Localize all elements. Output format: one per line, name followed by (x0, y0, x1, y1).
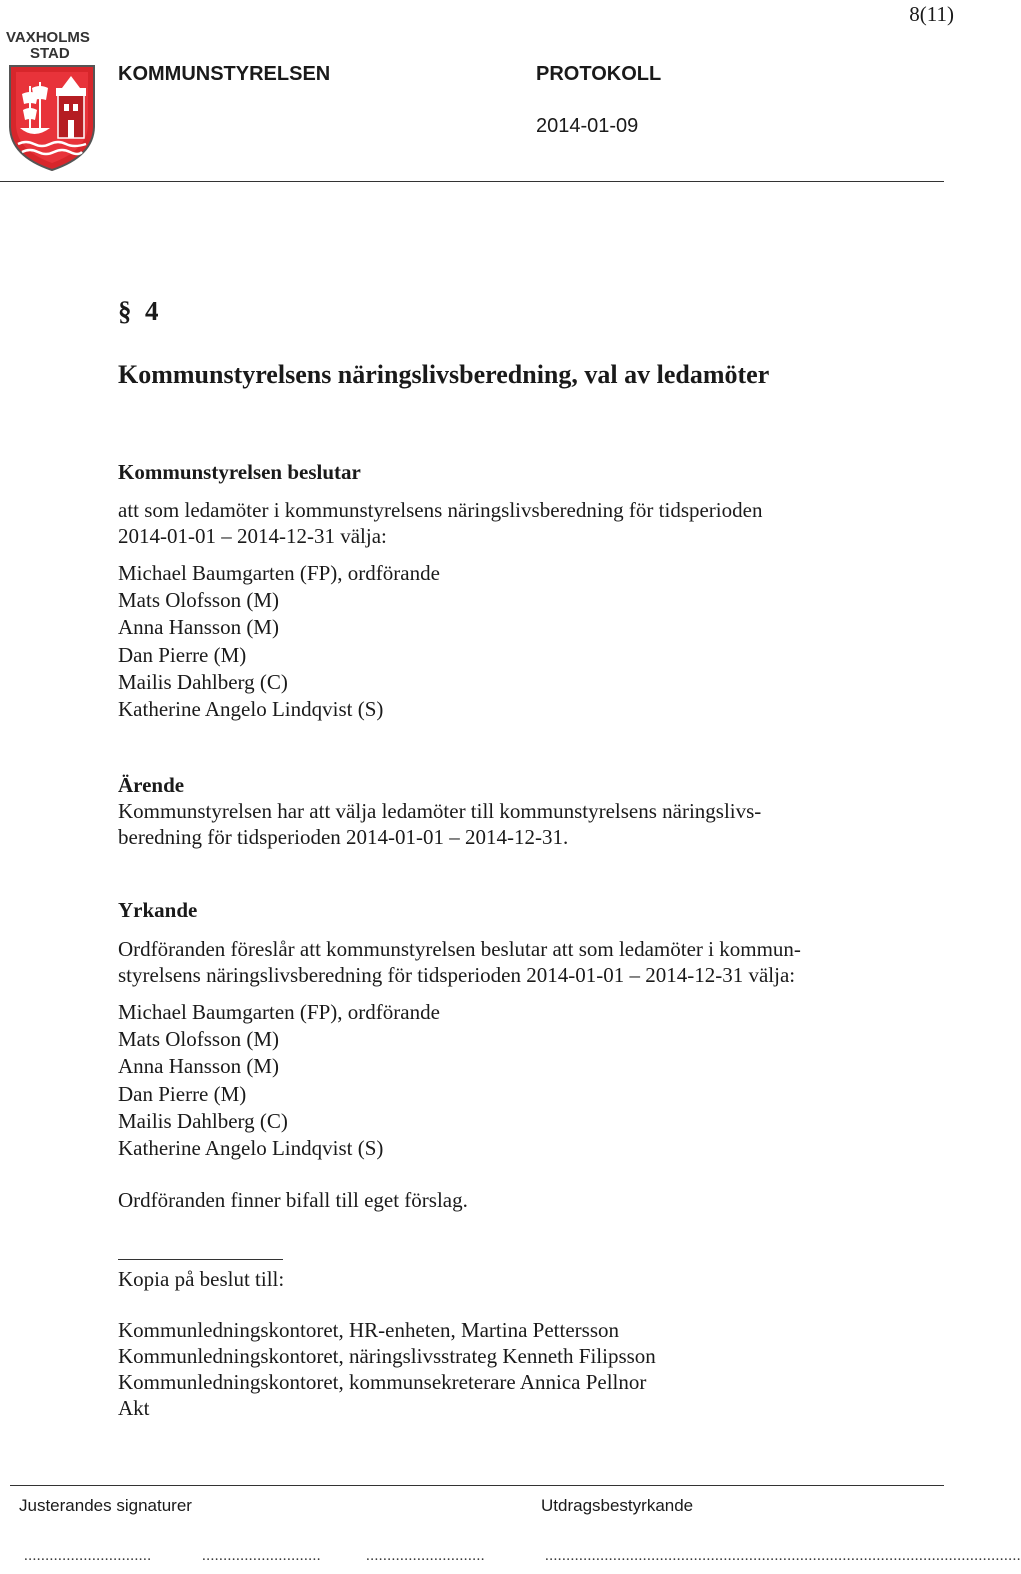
decision-intro-line: 2014-01-01 – 2014-12-31 välja: (118, 524, 387, 548)
page-number: 8(11) (909, 2, 954, 26)
motion-conclusion: Ordföranden finner bifall till eget förslag. (118, 1188, 468, 1212)
copy-divider (118, 1259, 283, 1260)
list-item: Kommunledningskontoret, kommunsekreterare Annica Pellnor (118, 1370, 647, 1394)
signature-line: ............................ (366, 1548, 485, 1564)
paragraph-symbol: § (118, 296, 132, 326)
list-item: Kommunledningskontoret, HR-enheten, Martina Pettersson (118, 1318, 619, 1342)
logo-text-line2: STAD (30, 45, 70, 62)
decision-members-list (118, 560, 440, 723)
list-item: Anna Hansson (M) (118, 1054, 279, 1079)
footer-divider (10, 1485, 944, 1486)
list-item: Anna Hansson (M) (118, 615, 279, 640)
list-item: Michael Baumgarten (FP), ordförande (118, 1000, 440, 1024)
signatures-label: Justerandes signaturer (19, 1496, 192, 1515)
matter-text (118, 798, 761, 850)
motion-text (118, 936, 801, 988)
decision-intro-line: att som ledamöter i kommunstyrelsens näringslivsberedning för tidsperioden (118, 498, 763, 522)
header-divider (0, 181, 944, 182)
motion-text-line: styrelsens näringslivsberedning för tidsperioden 2014-01-01 – 2014-12-31 välja: (118, 963, 796, 987)
list-item: Katherine Angelo Lindqvist (S) (118, 1136, 384, 1161)
section-number-value: 4 (145, 296, 159, 326)
matter-text-line: Kommunstyrelsen har att välja ledamöter till kommunstyrelsens näringslivs- (118, 799, 762, 823)
list-item: Akt (118, 1396, 150, 1420)
logo-text-line1: VAXHOLMS (6, 29, 90, 46)
list-item: Mats Olofsson (M) (118, 588, 279, 613)
coat-of-arms-icon (6, 64, 98, 174)
matter-heading: Ärende (118, 773, 185, 797)
motion-text-line: Ordföranden föreslår att kommunstyrelsen beslutar att som ledamöter i kommun- (118, 937, 801, 961)
municipality-logo (6, 30, 98, 172)
list-item: Dan Pierre (M) (118, 1081, 247, 1106)
list-item: Dan Pierre (M) (118, 642, 247, 667)
certification-label: Utdragsbestyrkande (541, 1496, 694, 1515)
motion-members-list (118, 999, 440, 1162)
list-item: Mailis Dahlberg (C) (118, 1108, 288, 1133)
decision-heading: Kommunstyrelsen beslutar (118, 460, 361, 484)
header-organization: KOMMUNSTYRELSEN (118, 63, 331, 85)
header-date: 2014-01-09 (536, 115, 639, 137)
list-item: Mats Olofsson (M) (118, 1027, 279, 1052)
list-item: Kommunledningskontoret, näringslivsstrateg Kenneth Filipsson (118, 1344, 656, 1368)
header-document-type: PROTOKOLL (536, 63, 662, 85)
copy-recipients-list (118, 1317, 656, 1421)
signature-line: .............................. (24, 1548, 152, 1564)
copy-heading: Kopia på beslut till: (118, 1267, 285, 1291)
certification-line: ................................................................................................................ (545, 1548, 1021, 1564)
signature-line: ............................ (202, 1548, 321, 1564)
section-number (118, 296, 159, 327)
list-item: Katherine Angelo Lindqvist (S) (118, 697, 384, 722)
list-item: Mailis Dahlberg (C) (118, 669, 288, 694)
decision-intro (118, 497, 762, 549)
section-title: Kommunstyrelsens näringslivsberedning, val av ledamöter (118, 360, 770, 389)
matter-text-line: beredning för tidsperioden 2014-01-01 – 2014-12-31. (118, 825, 569, 849)
list-item: Michael Baumgarten (FP), ordförande (118, 561, 440, 585)
motion-heading: Yrkande (118, 898, 198, 922)
